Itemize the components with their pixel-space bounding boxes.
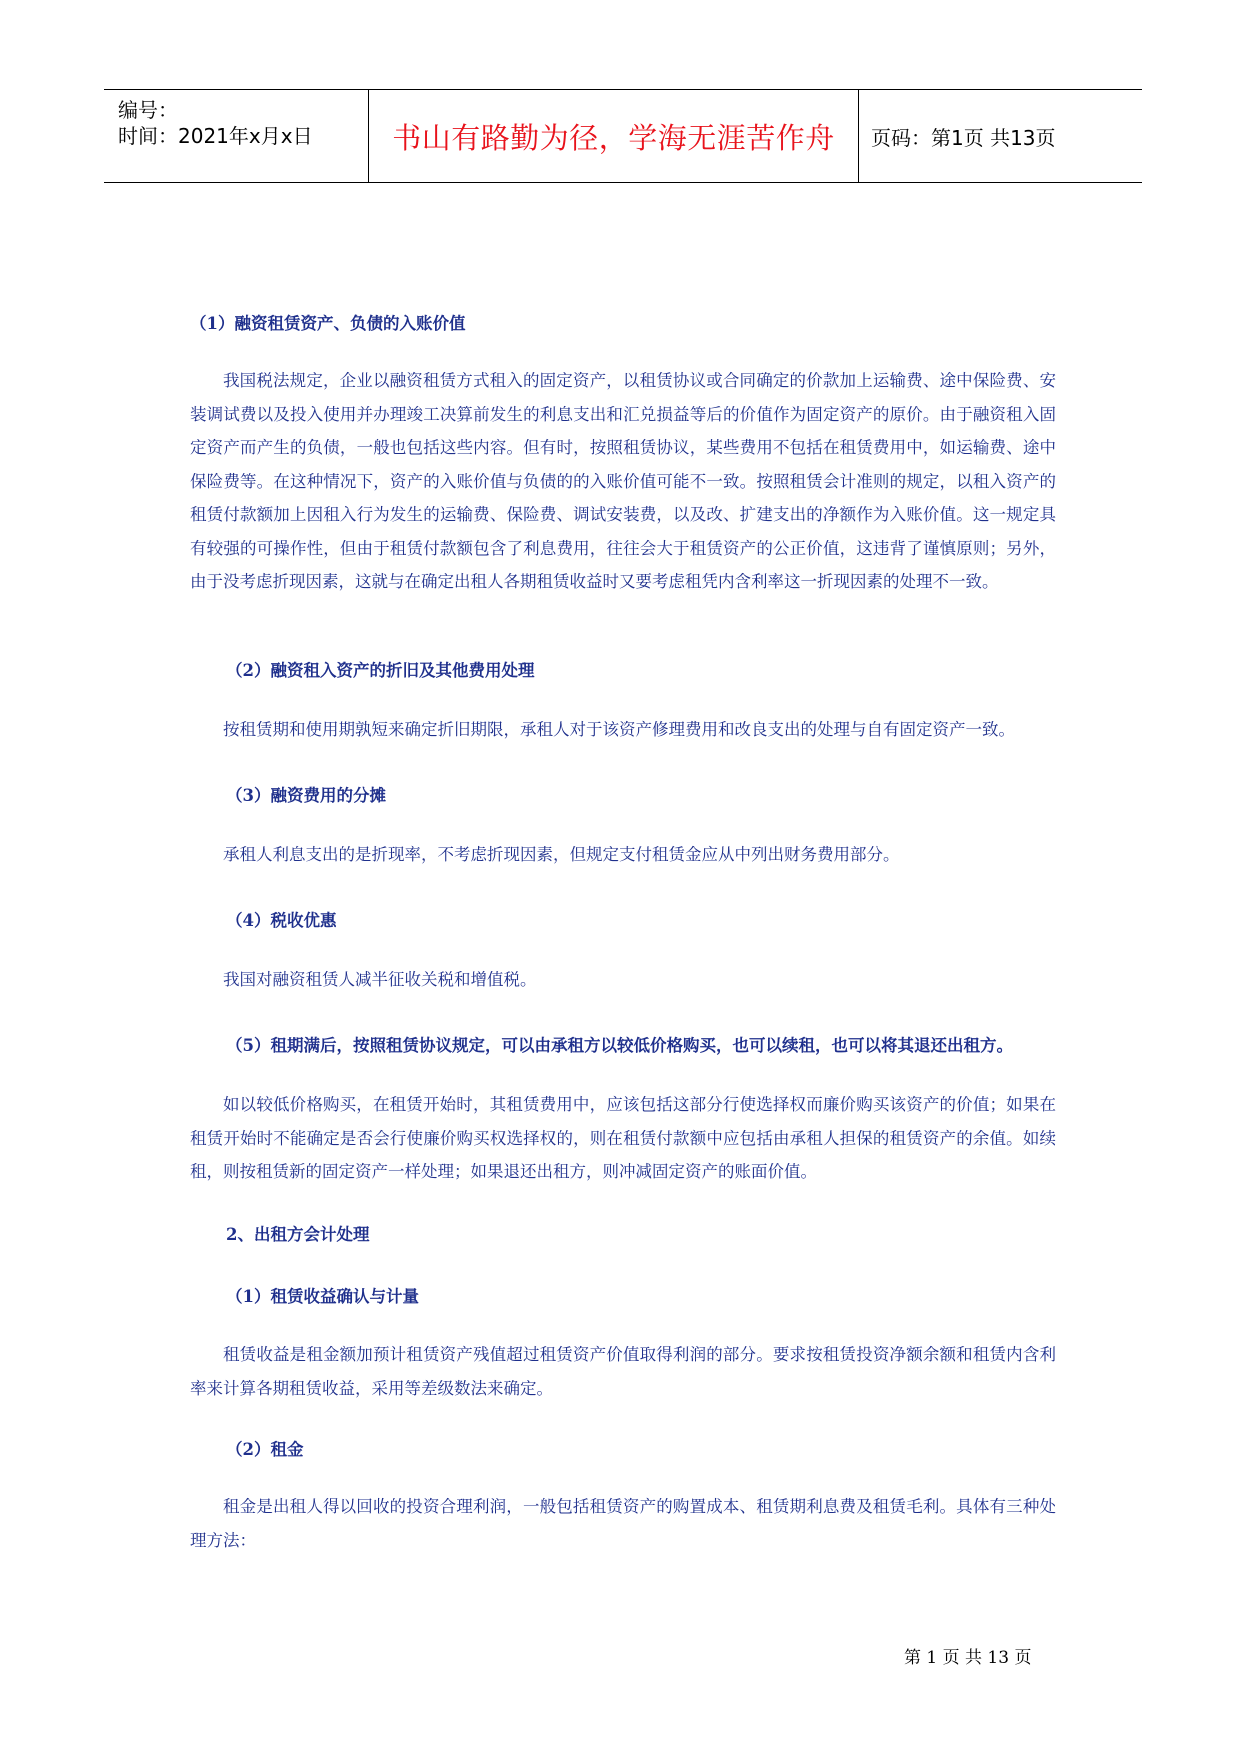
section-heading: 2、出租方会计处理	[226, 1225, 370, 1244]
paragraph: 如以较低价格购买，在租赁开始时，其租赁费用中，应该包括这部分行使选择权而廉价购买该资产的价值；如果在租赁开始时不能确定是否会行使廉价购买权选择权的，则在租赁付款额中应包括由承租人担保的租赁资产的余值。如续租，则按租赁新的固定资产一样处理；如果退还出租方，则冲减固定资产的账面价值。	[190, 1095, 1056, 1181]
section-heading: （4）税收优惠	[226, 911, 337, 930]
section-heading: （2）租金	[226, 1440, 304, 1459]
header-page-cell	[859, 90, 1142, 182]
section-heading: （3）融资费用的分摊	[226, 786, 386, 805]
paragraph: 我国税法规定，企业以融资租赁方式租入的固定资产，以租赁协议或合同确定的价款加上运输费、途中保险费、安装调试费以及投入使用并办理竣工决算前发生的利息支出和汇兑损益等后的价值作为固定资产的原价。由于融资租入固定资产而产生的负债，一般也包括这些内容。但有时，按照租赁协议，某些费用不包括在租赁费用中，如运输费、途中保险费等。在这种情况下，资产的入账价值与负债的的入账价值可能不一致。按照租赁会计准则的规定，以租入资产的租赁付款额加上因租入行为发生的运输费、保险费、调试安装费，以及改、扩建支出的净额作为入账价值。这一规定具有较强的可操作性，但由于租赁付款额包含了利息费用，往往会大于租赁资产的公正价值，这违背了谨慎原则；另外，由于没考虑折现因素，这就与在确定出租人各期租赁收益时又要考虑租凭内含利率这一折现因素的处理不一致。	[190, 371, 1056, 591]
document-header	[104, 89, 1142, 183]
header-meta-cell	[104, 90, 369, 182]
header-motto-cell	[369, 90, 859, 182]
section-heading: （1）租赁收益确认与计量	[226, 1287, 419, 1306]
header-motto: 书山有路勤为径，学海无涯苦作舟	[392, 120, 835, 155]
paragraph: 承租人利息支出的是折现率，不考虑折现因素，但规定支付租赁金应从中列出财务费用部分。	[223, 845, 900, 864]
document-number-label: 编号：	[118, 98, 178, 122]
section-heading: （5）租期满后，按照租赁协议规定，可以由承租方以较低价格购买，也可以续租，也可以将其退还出租方。	[226, 1036, 1013, 1055]
paragraph: 我国对融资租赁人减半征收关税和增值税。	[223, 970, 537, 989]
paragraph: 租赁收益是租金额加预计租赁资产残值超过租赁资产价值取得利润的部分。要求按租赁投资净额余额和租赁内含利率来计算各期租赁收益，采用等差级数法来确定。	[190, 1345, 1056, 1398]
paragraph: 租金是出租人得以回收的投资合理利润，一般包括租赁资产的购置成本、租赁期利息费及租赁毛利。具体有三种处理方法：	[190, 1497, 1056, 1550]
header-page-info: 页码：第1页 共13页	[871, 125, 1056, 150]
paragraph: 按租赁期和使用期孰短来确定折旧期限，承租人对于该资产修理费用和改良支出的处理与自有固定资产一致。	[223, 720, 1015, 739]
section-heading: （2）融资租入资产的折旧及其他费用处理	[226, 661, 535, 680]
section-heading: （1）融资租赁资产、负债的入账价值	[190, 314, 466, 333]
document-time-label: 时间：2021年x月x日	[118, 124, 313, 148]
page-footer: 第 1 页 共 13 页	[904, 1648, 1032, 1668]
